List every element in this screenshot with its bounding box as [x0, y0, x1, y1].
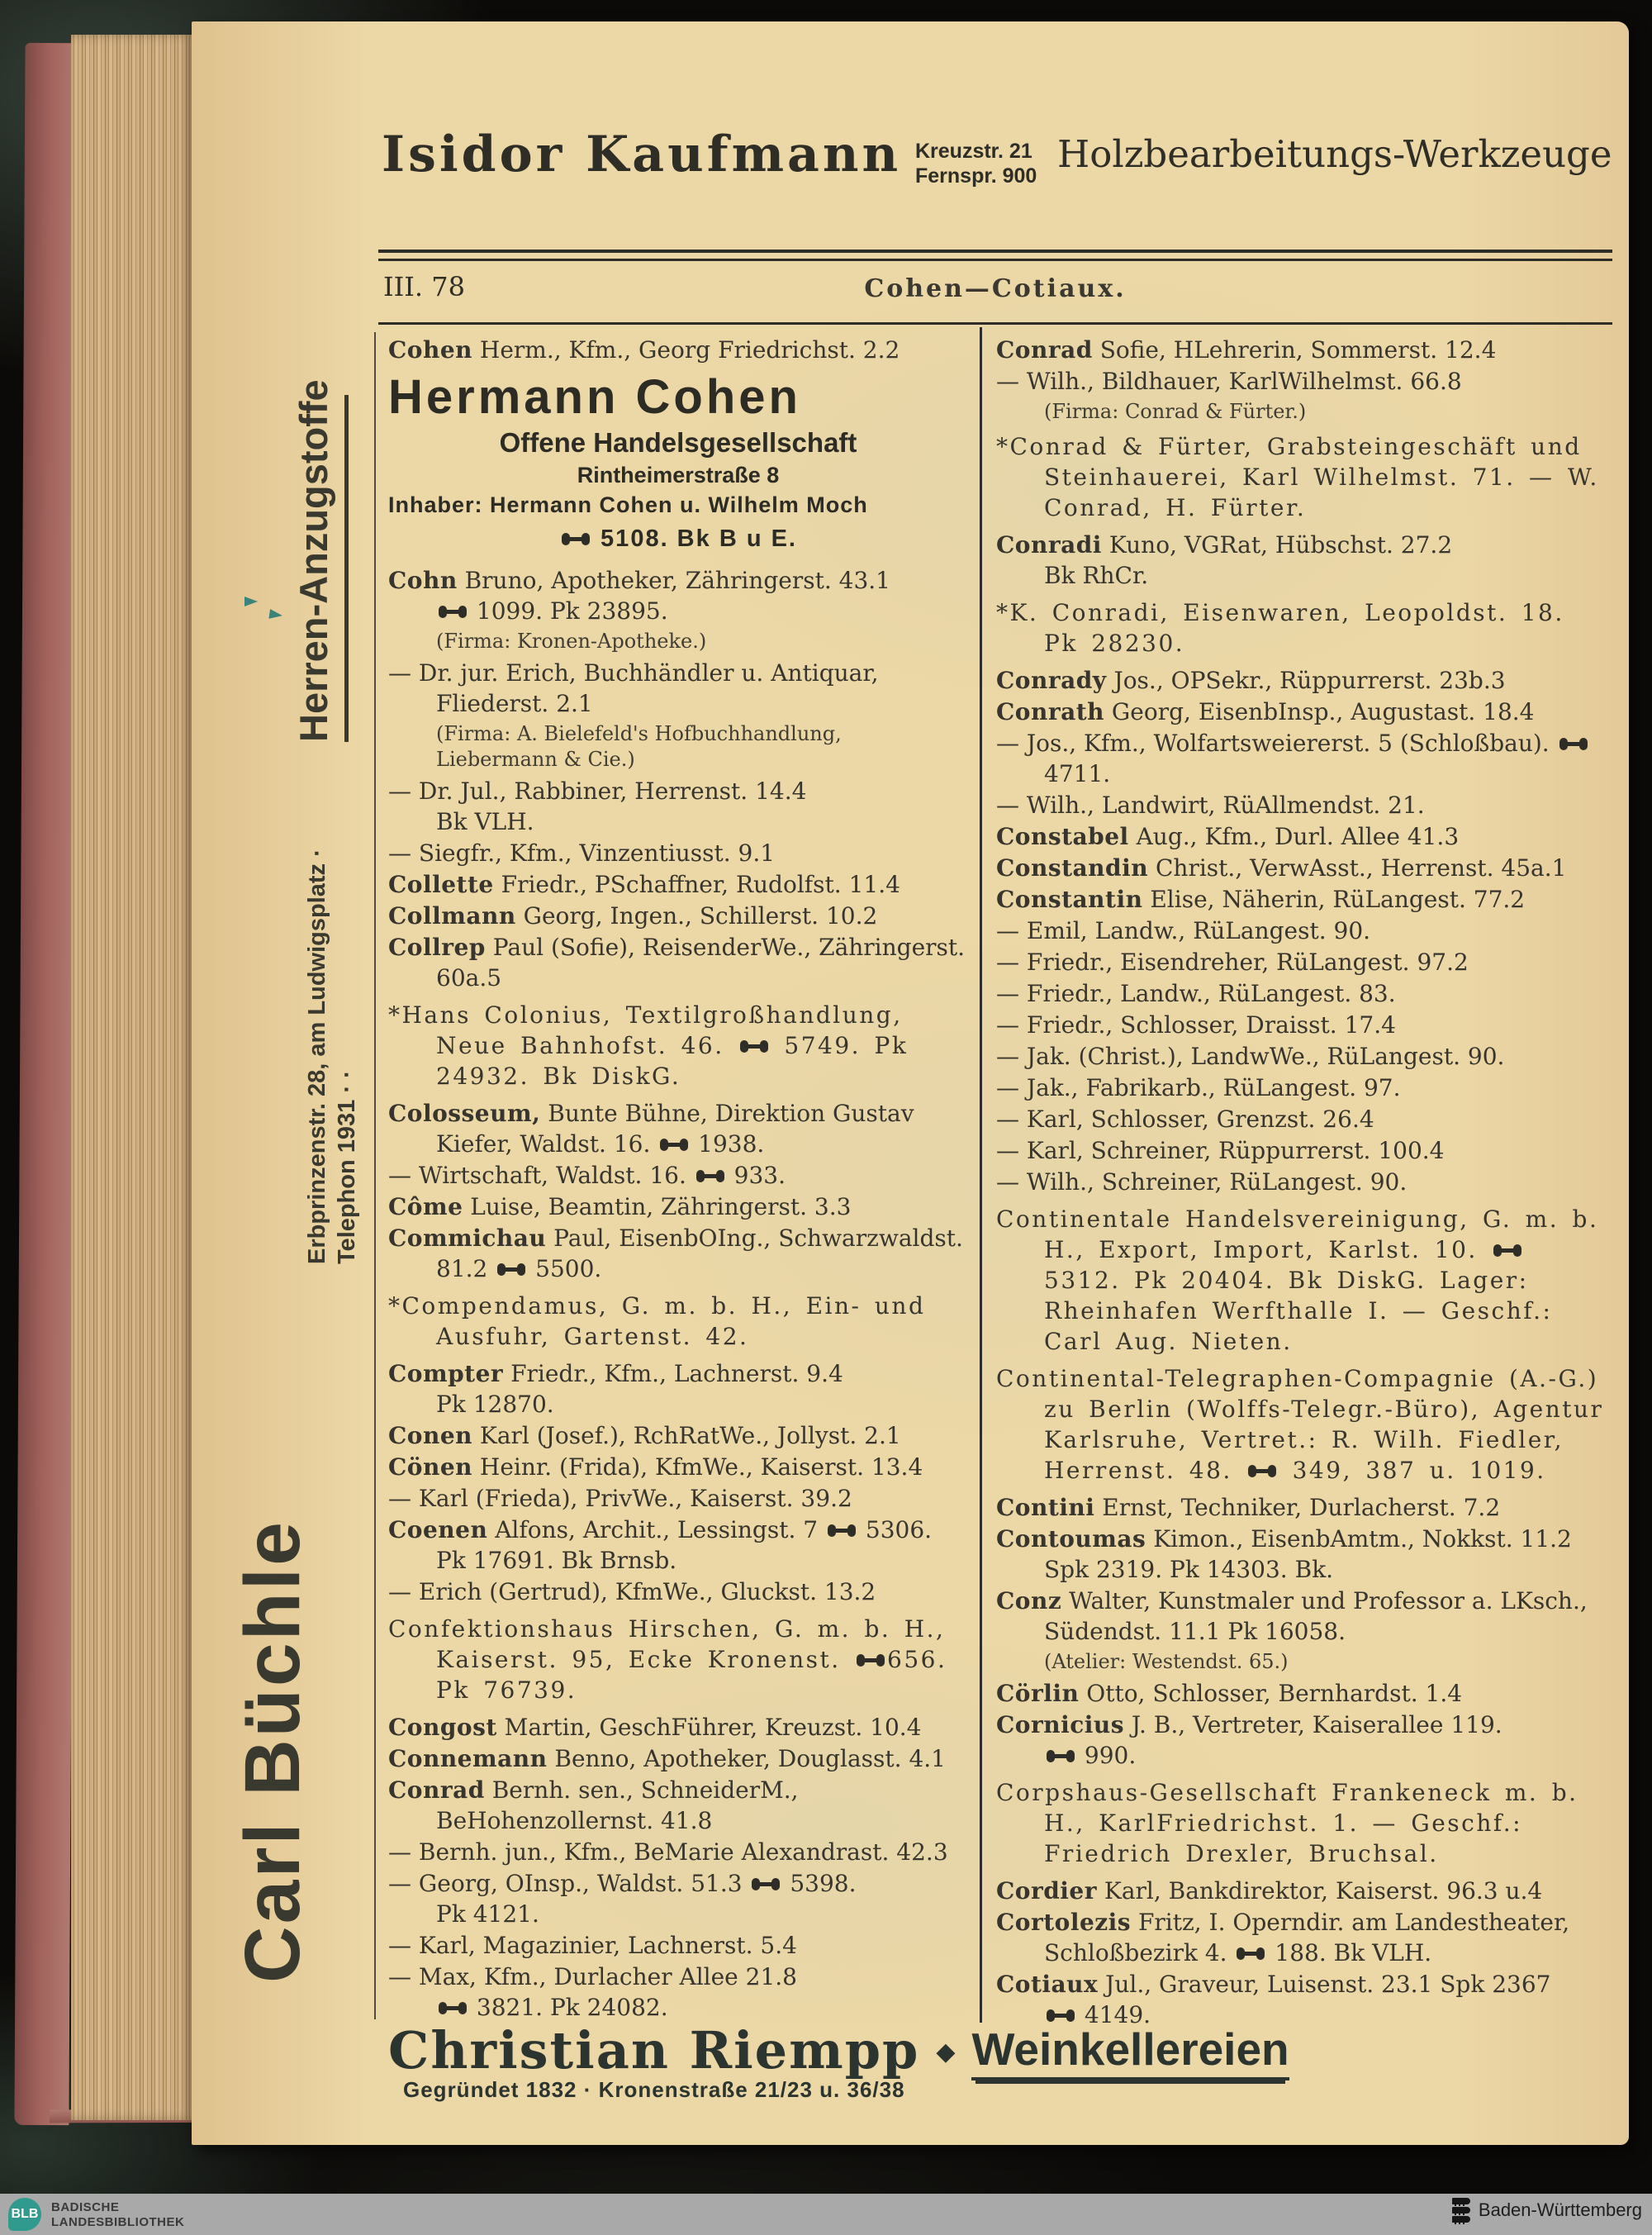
entry-surname: Contoumas: [996, 1525, 1146, 1553]
phone-icon: [1560, 739, 1587, 749]
directory-entry: (Atelier: Westendst. 65.): [1044, 1650, 1289, 1673]
phone-icon: [1237, 1948, 1264, 1959]
directory-entry: *Hans Colonius, Textilgroßhandlung, Neue Bahnhofst. 46. 5749. Pk 24932. Bk DiskG.: [388, 1001, 909, 1090]
directory-entry: — Bernh. jun., Kfm., BeMarie Alexandrast. 42.3: [388, 1838, 948, 1866]
phone-icon: [697, 1171, 724, 1182]
directory-entry: Cortolezis Fritz, I. Operndir. am Landestheater, Schloßbezirk 4. 188. Bk VLH.: [996, 1909, 1570, 1966]
entry-surname: Colosseum,: [388, 1100, 541, 1127]
phone-icon: [498, 1264, 525, 1275]
directory-entry: Cönen Heinr. (Frida), KfmWe., Kaiserst. 13.4: [388, 1453, 923, 1481]
directory-entry: (Firma: Conrad & Fürter.): [1044, 400, 1307, 423]
ad-line: Inhaber: Hermann Cohen u. Wilhelm Moch: [388, 492, 868, 517]
phone-icon: [828, 1525, 855, 1536]
directory-entry: Contini Ernst, Techniker, Durlacherst. 7.2: [996, 1494, 1501, 1521]
phone-icon: [439, 606, 466, 617]
directory-entry: Côme Luise, Beamtin, Zähringerst. 3.3: [388, 1193, 852, 1220]
side-ad-product: Herren-Anzugstoffe: [291, 395, 349, 742]
entry-surname: Cohn: [388, 567, 458, 594]
directory-entry: Corpshaus-Gesellschaft Frankeneck m. b. H., KarlFriedrichst. 1. — Geschf.: Friedrich Drexler, Bruchsal.: [996, 1779, 1578, 1867]
entry-surname: Conradi: [996, 531, 1102, 559]
directory-entry: Cörlin Otto, Schlosser, Bernhardst. 1.4: [996, 1680, 1463, 1707]
directory-entry: — Wilh., Schreiner, RüLangest. 90.: [996, 1168, 1408, 1196]
directory-entry: Pk 4121.: [436, 1900, 539, 1928]
directory-entry: — Dr. Jul., Rabbiner, Herrenst. 14.4: [388, 777, 807, 805]
diamond-icon: ◆: [936, 2038, 956, 2066]
directory-entry: — Friedr., Schlosser, Draisst. 17.4: [996, 1011, 1396, 1039]
entry-surname: Collrep: [388, 934, 486, 961]
directory-entry: Conrad Sofie, HLehrerin, Sommerst. 12.4: [996, 336, 1497, 364]
directory-entry: — Karl, Schlosser, Grenzst. 26.4: [996, 1106, 1374, 1133]
directory-entry: Cohn Bruno, Apotheker, Zähringerst. 43.1: [388, 567, 890, 594]
masthead-street: Kreuzstr. 21: [915, 140, 1032, 163]
ad-line: Rintheimerstraße 8: [577, 463, 780, 487]
left-column: [388, 334, 968, 2024]
entry-surname: Cörlin: [996, 1680, 1080, 1707]
left-column-border: [374, 332, 376, 2019]
library-name: [51, 2200, 184, 2230]
phone-icon: [563, 534, 589, 544]
blb-logo-icon: BLB: [8, 2198, 41, 2231]
side-ad-street: Erbprinzenstr. 28, am Ludwigsplatz ·: [304, 849, 330, 1264]
ad-phone-line: 5108. Bk B u E.: [388, 521, 968, 557]
hermann-cohen-ad: [388, 370, 968, 557]
masthead-address: [915, 139, 1037, 188]
phone-icon: [1047, 1751, 1074, 1762]
entry-surname: Conrady: [996, 667, 1107, 694]
directory-entry: (Firma: Kronen-Apotheke.): [436, 630, 707, 653]
directory-entry: — Friedr., Eisendreher, RüLangest. 97.2: [996, 949, 1469, 976]
ad-line: Offene Handelsgesellschaft: [499, 427, 857, 458]
directory-entry: Pk 17691. Bk Brnsb.: [436, 1547, 677, 1574]
left-column-entries: [388, 565, 968, 2024]
directory-entry: — Siegfr., Kfm., Vinzentiusst. 9.1: [388, 839, 776, 867]
directory-entry: 4149.: [996, 2000, 1609, 2024]
right-column-entries: [996, 335, 1609, 2024]
double-rule: [378, 250, 1612, 261]
directory-entry: Collrep Paul (Sofie), ReisenderWe., Zähringerst. 60a.5: [388, 934, 966, 991]
entry-surname: Côme: [388, 1193, 463, 1220]
entry-surname: Conz: [996, 1587, 1062, 1614]
directory-entry: Congost Martin, GeschFührer, Kreuzst. 10.4: [388, 1714, 922, 1741]
masthead-product: Holzbearbeitungs-Werkzeuge: [1057, 132, 1612, 176]
bottom-ad-name: Christian Riempp: [388, 2020, 920, 2080]
directory-entry: — Erich (Gertrud), KfmWe., Gluckst. 13.2: [388, 1578, 876, 1605]
entry-surname: Conrad: [996, 336, 1093, 364]
teal-mark-icon: [244, 597, 258, 606]
side-ad-phone: Telephon 1931 · ·: [334, 1070, 360, 1264]
directory-entry: — Jak. (Christ.), LandwWe., RüLangest. 90.: [996, 1043, 1505, 1070]
directory-entry: Coenen Alfons, Archit., Lessingst. 7 5306.: [388, 1516, 933, 1543]
directory-entry: Conrad Bernh. sen., SchneiderM., BeHohenzollernst. 41.8: [388, 1776, 799, 1834]
directory-entry: — Wilh., Bildhauer, KarlWilhelmst. 66.8: [996, 368, 1462, 395]
library-footer-band: [0, 2194, 1652, 2235]
phone-icon: [752, 1879, 779, 1890]
entry-surname: Conen: [388, 1422, 472, 1449]
directory-entry: Cordier Karl, Bankdirektor, Kaiserst. 96.3 u.4: [996, 1877, 1543, 1905]
directory-entry: 1099. Pk 23895.: [388, 596, 968, 626]
directory-entry: — Georg, OInsp., Waldst. 51.3 5398.: [388, 1870, 857, 1897]
directory-entry: Bk RhCr.: [1044, 562, 1149, 589]
directory-entry: — Emil, Landw., RüLangest. 90.: [996, 917, 1371, 944]
directory-entry: — Jak., Fabrikarb., RüLangest. 97.: [996, 1074, 1401, 1101]
library-name-line2: LANDESBIBLIOTHEK: [51, 2215, 185, 2229]
left-column-entries-top: [388, 335, 968, 365]
entry-surname: Cortolezis: [996, 1909, 1132, 1936]
three-lions-icon: [1452, 2198, 1470, 2223]
entry-surname: Contini: [996, 1494, 1095, 1521]
directory-entry: Constandin Christ., VerwAsst., Herrenst. 45a.1: [996, 854, 1567, 882]
masthead-phone: Fernspr. 900: [915, 164, 1037, 188]
directory-entry: *Conrad & Fürter, Grabsteingeschäft und Steinhauerei, Karl Wilhelmst. 71. — W. Conrad, H. Fürter.: [996, 433, 1599, 521]
directory-entry: — Friedr., Landw., RüLangest. 83.: [996, 980, 1396, 1007]
directory-entry: — Wilh., Landwirt, RüAllmendst. 21.: [996, 792, 1425, 819]
directory-entry: — Jos., Kfm., Wolfartsweiererst. 5 (Schloßbau). 4711.: [996, 728, 1609, 789]
column-divider: [980, 327, 982, 2023]
directory-entry: Cohen Herm., Kfm., Georg Friedrichst. 2.2: [388, 336, 900, 364]
directory-entry: Constantin Elise, Näherin, RüLangest. 77.2: [996, 886, 1526, 913]
entry-surname: Constantin: [996, 886, 1143, 913]
phone-icon: [661, 1139, 687, 1150]
directory-entry: Constabel Aug., Kfm., Durl. Allee 41.3: [996, 823, 1460, 850]
bottom-ad-product: Weinkellereien: [971, 2026, 1289, 2080]
entry-surname: Conrad: [388, 1776, 485, 1804]
directory-entry: Conradi Kuno, VGRat, Hübschst. 27.2: [996, 531, 1453, 559]
right-column: [996, 334, 1609, 2024]
entry-surname: Collmann: [388, 902, 516, 930]
directory-entry: Cotiaux Jul., Graveur, Luisenst. 23.1 Spk 2367: [996, 1971, 1551, 1998]
side-ad-address: [302, 727, 362, 1264]
directory-entry: 3821. Pk 24082.: [388, 1992, 968, 2023]
phone-icon: [741, 1041, 767, 1052]
entry-surname: Compter: [388, 1360, 504, 1387]
phone-icon: [857, 1655, 884, 1666]
bottom-ad-subline: Gegründet 1832 · Kronenstraße 21/23 u. 36/38: [403, 2077, 905, 2102]
entry-surname: Conrath: [996, 698, 1105, 725]
entry-surname: Congost: [388, 1714, 497, 1741]
phone-icon: [439, 2003, 466, 2014]
directory-entry: Cornicius J. B., Vertreter, Kaiserallee 119.: [996, 1711, 1502, 1738]
library-name-line1: BADISCHE: [51, 2200, 120, 2214]
entry-surname: Connemann: [388, 1745, 548, 1772]
directory-entry: Continental-Telegraphen-Compagnie (A.-G.) zu Berlin (Wolffs-Telegr.-Büro), Agentur Karlsruhe, Vertret.: R. Wilh. Fiedler, Herrenst. 48. 349, 387 u. 1019.: [996, 1365, 1604, 1484]
phone-icon: [1047, 2010, 1074, 2021]
header-rule: [378, 322, 1612, 325]
directory-entry: Commichau Paul, EisenbOIng., Schwarzwaldst. 81.2 5500.: [388, 1224, 963, 1282]
directory-entry: — Dr. jur. Erich, Buchhändler u. Antiquar, Fliederst. 2.1: [388, 659, 879, 717]
directory-entry: Confektionshaus Hirschen, G. m. b. H., Kaiserst. 95, Ecke Kronenst. 656. Pk 76739.: [388, 1615, 947, 1704]
entry-surname: Cordier: [996, 1877, 1097, 1905]
entry-surname: Coenen: [388, 1516, 488, 1543]
side-ad-advertiser-name: Carl Büchle: [229, 1519, 316, 1983]
directory-entry: Connemann Benno, Apotheker, Douglasst. 4.1: [388, 1745, 946, 1772]
ad-title: Hermann Cohen: [388, 370, 801, 424]
directory-entry: Pk 12870.: [436, 1391, 554, 1418]
directory-entry: Compter Friedr., Kfm., Lachnerst. 9.4: [388, 1360, 843, 1387]
baden-wuerttemberg-logo: [1452, 2198, 1642, 2223]
directory-entry: Bk VLH.: [436, 808, 534, 835]
entry-surname: Cotiaux: [996, 1971, 1099, 1998]
directory-entry: *K. Conradi, Eisenwaren, Leopoldst. 18. Pk 28230.: [996, 599, 1564, 657]
phone-icon: [1249, 1466, 1275, 1477]
directory-entry: — Karl, Magazinier, Lachnerst. 5.4: [388, 1932, 797, 1959]
directory-entry: — Karl (Frieda), PrivWe., Kaiserst. 39.2: [388, 1485, 852, 1512]
directory-entry: Contoumas Kimon., EisenbAmtm., Nokkst. 11.2: [996, 1525, 1572, 1553]
directory-entry: — Max, Kfm., Durlacher Allee 21.8: [388, 1963, 797, 1990]
directory-entry: Colosseum, Bunte Bühne, Direktion Gustav Kiefer, Waldst. 16. 1938.: [388, 1100, 914, 1158]
directory-entry: Collmann Georg, Ingen., Schillerst. 10.2: [388, 902, 878, 930]
state-name: Baden-Württemberg: [1478, 2199, 1642, 2220]
entry-surname: Constandin: [996, 854, 1149, 882]
directory-entry: Collette Friedr., PSchaffner, Rudolfst. 11.4: [388, 871, 900, 898]
page-number: III. 78: [383, 271, 465, 302]
masthead-advertiser-name: Isidor Kaufmann: [382, 126, 902, 183]
phone-icon: [1494, 1245, 1521, 1256]
entry-surname: Cornicius: [996, 1711, 1125, 1738]
entry-surname: Cohen: [388, 336, 472, 364]
entry-surname: Constabel: [996, 823, 1129, 850]
directory-entry: Conz Walter, Kunstmaler und Professor a. LKsch., Südendst. 11.1 Pk 16058.: [996, 1587, 1588, 1645]
directory-entry: Conrath Georg, EisenbInsp., Augustast. 18.4: [996, 698, 1535, 725]
entry-surname: Commichau: [388, 1224, 547, 1252]
directory-entry: — Wirtschaft, Waldst. 16. 933.: [388, 1162, 786, 1189]
bottom-advertisement: [388, 2020, 1437, 2103]
directory-entry: (Firma: A. Bielefeld's Hofbuchhandlung, Liebermann & Cie.): [436, 722, 842, 771]
page-alphabetic-range: Cohen—Cotiaux.: [864, 274, 1127, 303]
page-stack-edges: [71, 35, 195, 2120]
directory-entry: Spk 2319. Pk 14303. Bk.: [1044, 1556, 1334, 1583]
entry-surname: Collette: [388, 871, 494, 898]
teal-mark-icon: [268, 609, 283, 621]
directory-entry: *Compendamus, G. m. b. H., Ein- und Ausfuhr, Gartenst. 42.: [388, 1292, 926, 1350]
directory-entry: Conrady Jos., OPSekr., Rüppurrerst. 23b.3: [996, 667, 1506, 694]
directory-entry: Conen Karl (Josef.), RchRatWe., Jollyst. 2.1: [388, 1422, 901, 1449]
book-cover-edge: [14, 43, 79, 2125]
directory-entry: 990.: [996, 1740, 1609, 1771]
directory-entry: — Karl, Schreiner, Rüppurrerst. 100.4: [996, 1137, 1445, 1164]
directory-entry: Continentale Handelsvereinigung, G. m. b. H., Export, Import, Karlst. 10. 5312. Pk 20404. Bk DiskG. Lager: Rheinhafen Werfthalle I. — Geschf.: Carl Aug. Nieten.: [996, 1205, 1599, 1355]
entry-surname: Cönen: [388, 1453, 472, 1481]
